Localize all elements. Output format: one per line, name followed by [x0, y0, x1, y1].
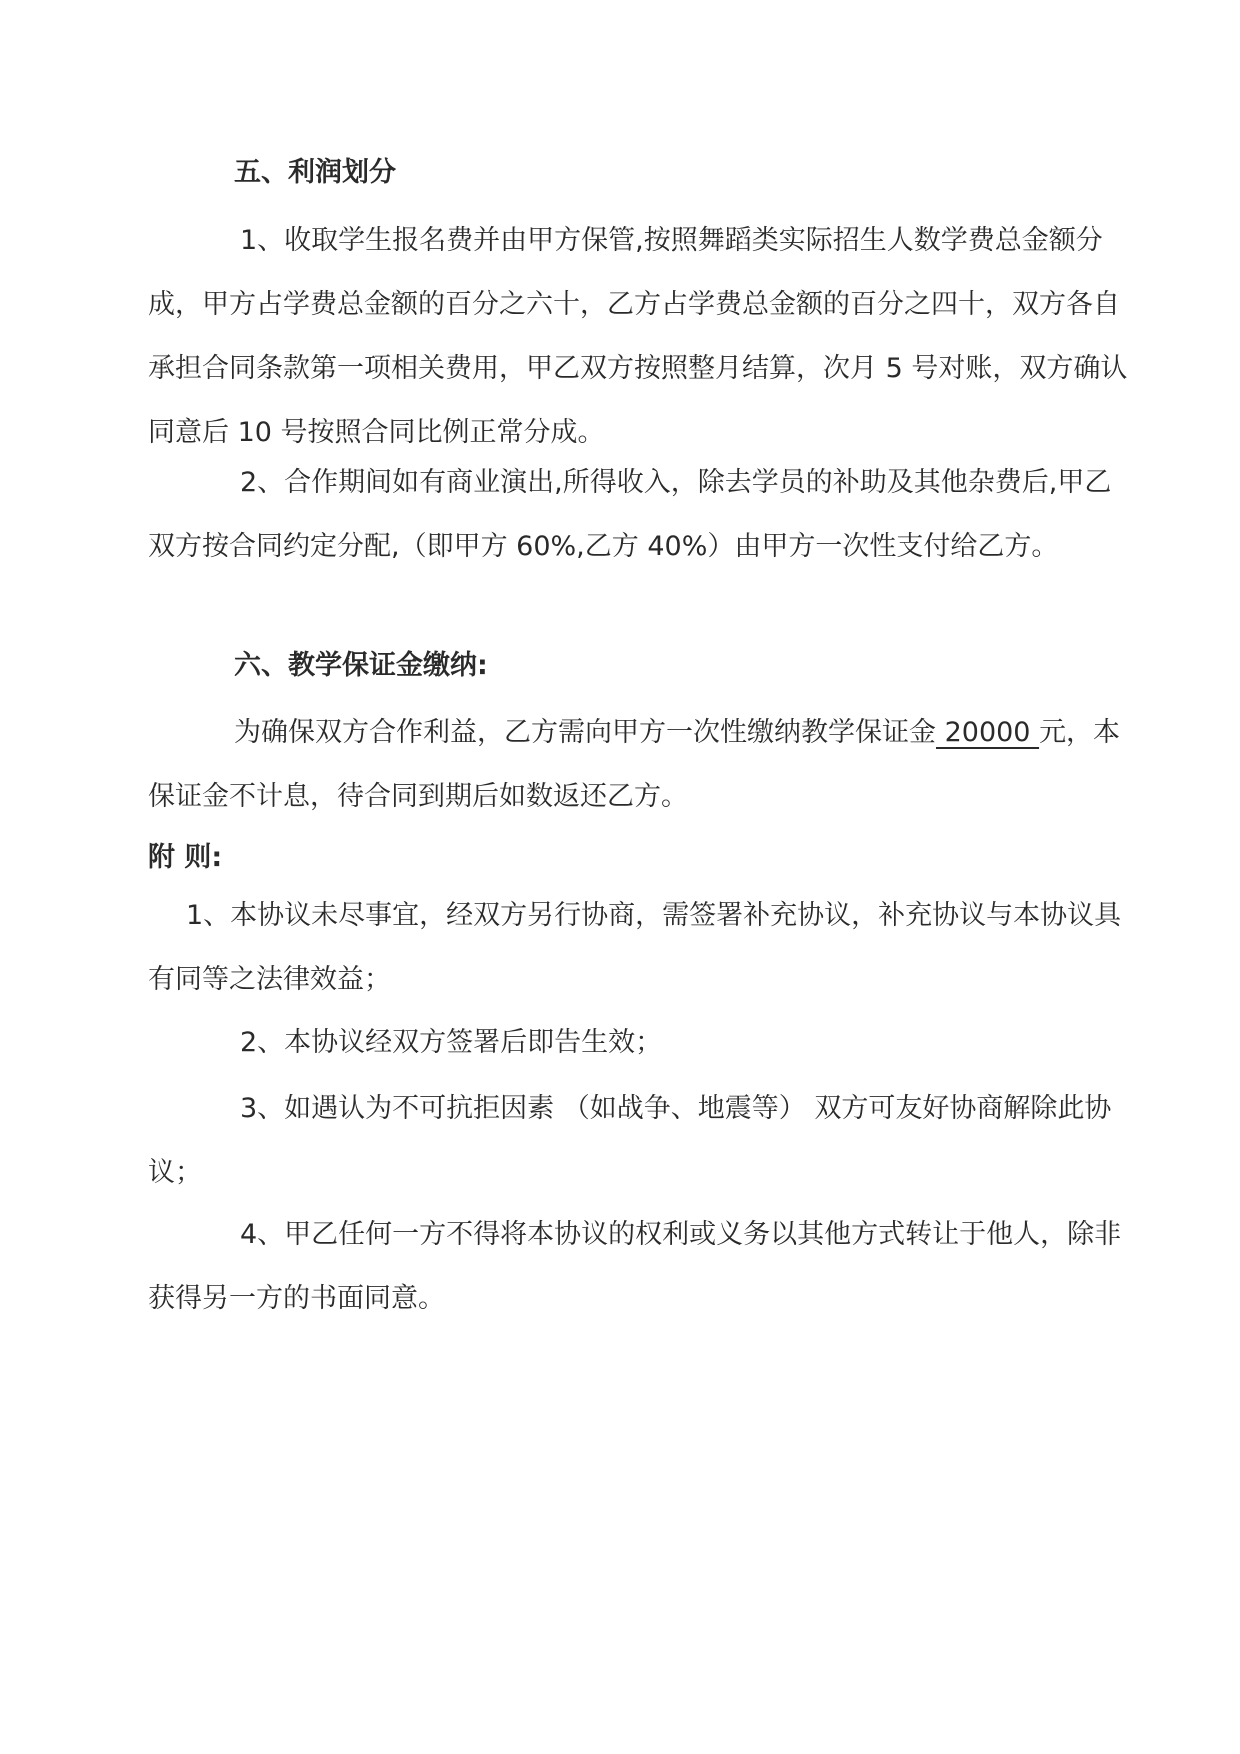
deposit-text-before: 为确保双方合作利益，乙方需向甲方一次性缴纳教学保证金 — [234, 717, 936, 748]
deposit-text-after: 元，本保证金不计息，待合同到期后如数返还乙方。 — [148, 717, 1121, 812]
appendix-item-3: 3、如遇认为不可抗拒因素 （如战争、地震等） 双方可友好协商解除此协议； — [148, 1093, 1112, 1188]
deposit-amount: 20000 — [936, 717, 1040, 748]
section-6-deposit-paragraph — [148, 701, 1138, 829]
appendix-item-4: 4、甲乙任何一方不得将本协议的权利或义务以其他方式转让于他人，除非获得另一方的书面同意。 — [148, 1219, 1122, 1314]
section-5-heading: 五、利润划分 — [234, 157, 396, 188]
appendix-item-2: 2、本协议经双方签署后即告生效； — [240, 1027, 663, 1058]
section-5-item-2: 2、合作期间如有商业演出,所得收入，除去学员的补助及其他杂费后,甲乙双方按合同约定分配,（即甲方 60%,乙方 40%）由甲方一次性支付给乙方。 — [148, 467, 1112, 562]
section-5-item-1: 1、收取学生报名费并由甲方保管,按照舞蹈类实际招生人数学费总金额分成，甲方占学费总金额的百分之六十，乙方占学费总金额的百分之四十，双方各自承担合同条款第一项相关费用，甲乙双方按照整月结算，次月 5 号对账，双方确认同意后 10 号按照合同比例正常分成。 — [148, 225, 1128, 448]
section-6-heading: 六、教学保证金缴纳: — [234, 650, 488, 681]
appendix-heading: 附 则: — [148, 842, 223, 873]
appendix-item-1: 1、本协议未尽事宜，经双方另行协商，需签署补充协议，补充协议与本协议具有同等之法律效益； — [148, 900, 1122, 995]
